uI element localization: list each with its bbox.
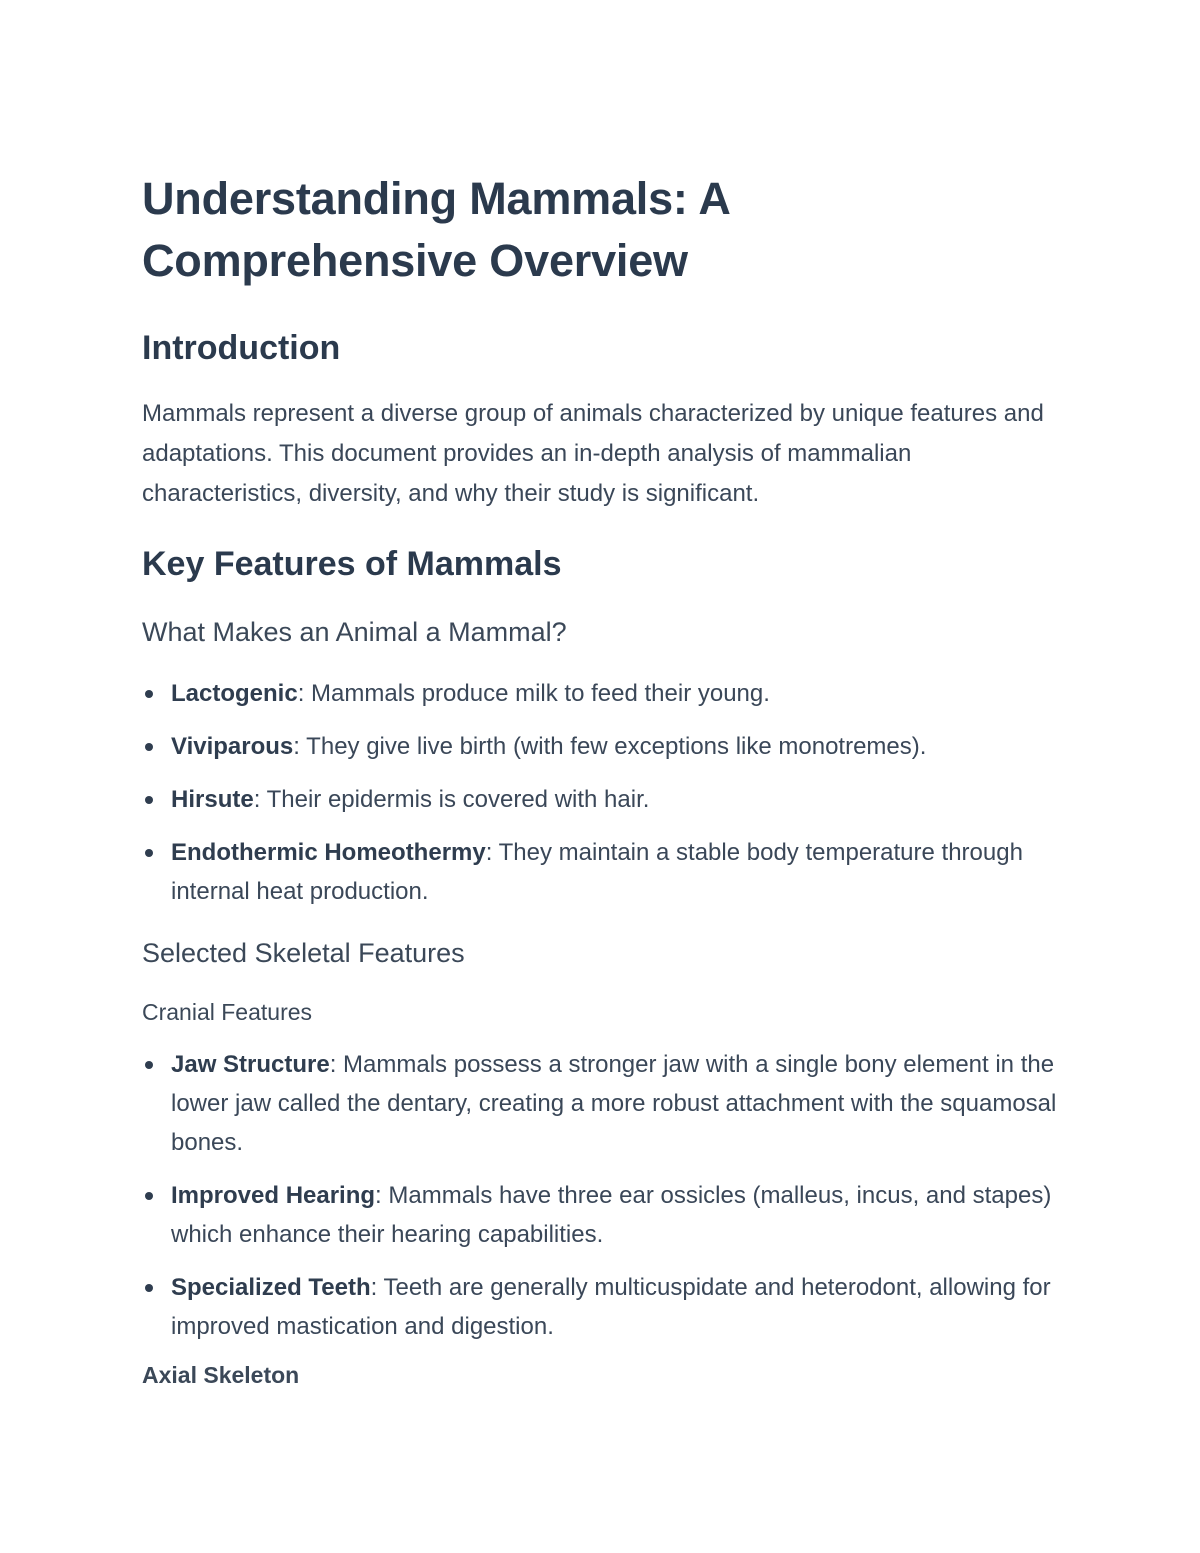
list-item-text: : They give live birth (with few exceptions like monotremes). xyxy=(293,733,927,760)
list-item-text: : Teeth are generally multicuspidate and heterodont, allowing for improved mastication and digestion. xyxy=(171,1274,1051,1340)
mammal-traits-list xyxy=(142,674,1057,911)
skeletal-features-heading: Selected Skeletal Features xyxy=(142,938,465,968)
document-page xyxy=(142,168,1057,1392)
cranial-features-heading: Cranial Features xyxy=(142,999,313,1025)
list-item xyxy=(142,727,1057,766)
bullet-icon xyxy=(145,1284,153,1292)
introduction-paragraph: Mammals represent a diverse group of animals characterized by unique features and adaptations. This document provides an in-depth analysis of mammalian characteristics, diversity, and why their study is significant. xyxy=(142,400,1044,507)
list-item xyxy=(142,1176,1057,1254)
list-item-term: Specialized Teeth xyxy=(171,1274,371,1301)
bullet-icon xyxy=(145,796,153,804)
list-item-text: : Mammals produce milk to feed their young. xyxy=(297,680,770,707)
document-title: Understanding Mammals: A Comprehensive Overview xyxy=(142,173,729,286)
bullet-icon xyxy=(145,1192,153,1200)
bullet-icon xyxy=(145,1061,153,1069)
list-item-text: : Mammals possess a stronger jaw with a single bony element in the lower jaw called the dentary, creating a more robust attachment with the squamosal bones. xyxy=(171,1051,1057,1156)
list-item-text: : They maintain a stable body temperature through internal heat production. xyxy=(171,839,1023,905)
list-item xyxy=(142,780,1057,819)
list-item xyxy=(142,1268,1057,1346)
list-item-text: : Mammals have three ear ossicles (malleus, incus, and stapes) which enhance their hearing capabilities. xyxy=(171,1182,1052,1248)
key-features-heading: Key Features of Mammals xyxy=(142,545,562,583)
list-item xyxy=(142,1045,1057,1162)
list-item-text: : Their epidermis is covered with hair. xyxy=(253,786,650,813)
list-item-term: Hirsute xyxy=(171,786,254,813)
list-item-term: Endothermic Homeothermy xyxy=(171,839,486,866)
list-item-term: Improved Hearing xyxy=(171,1182,376,1209)
cranial-features-list xyxy=(142,1045,1057,1346)
list-item-term: Jaw Structure xyxy=(171,1051,330,1078)
what-makes-heading: What Makes an Animal a Mammal? xyxy=(142,617,567,647)
bullet-icon xyxy=(145,743,153,751)
list-item-term: Lactogenic xyxy=(171,680,298,707)
axial-skeleton-heading: Axial Skeleton xyxy=(142,1362,300,1388)
list-item xyxy=(142,833,1057,911)
bullet-icon xyxy=(145,849,153,857)
list-item xyxy=(142,674,1057,713)
introduction-heading: Introduction xyxy=(142,329,341,367)
list-item-term: Viviparous xyxy=(171,733,294,760)
bullet-icon xyxy=(145,690,153,698)
